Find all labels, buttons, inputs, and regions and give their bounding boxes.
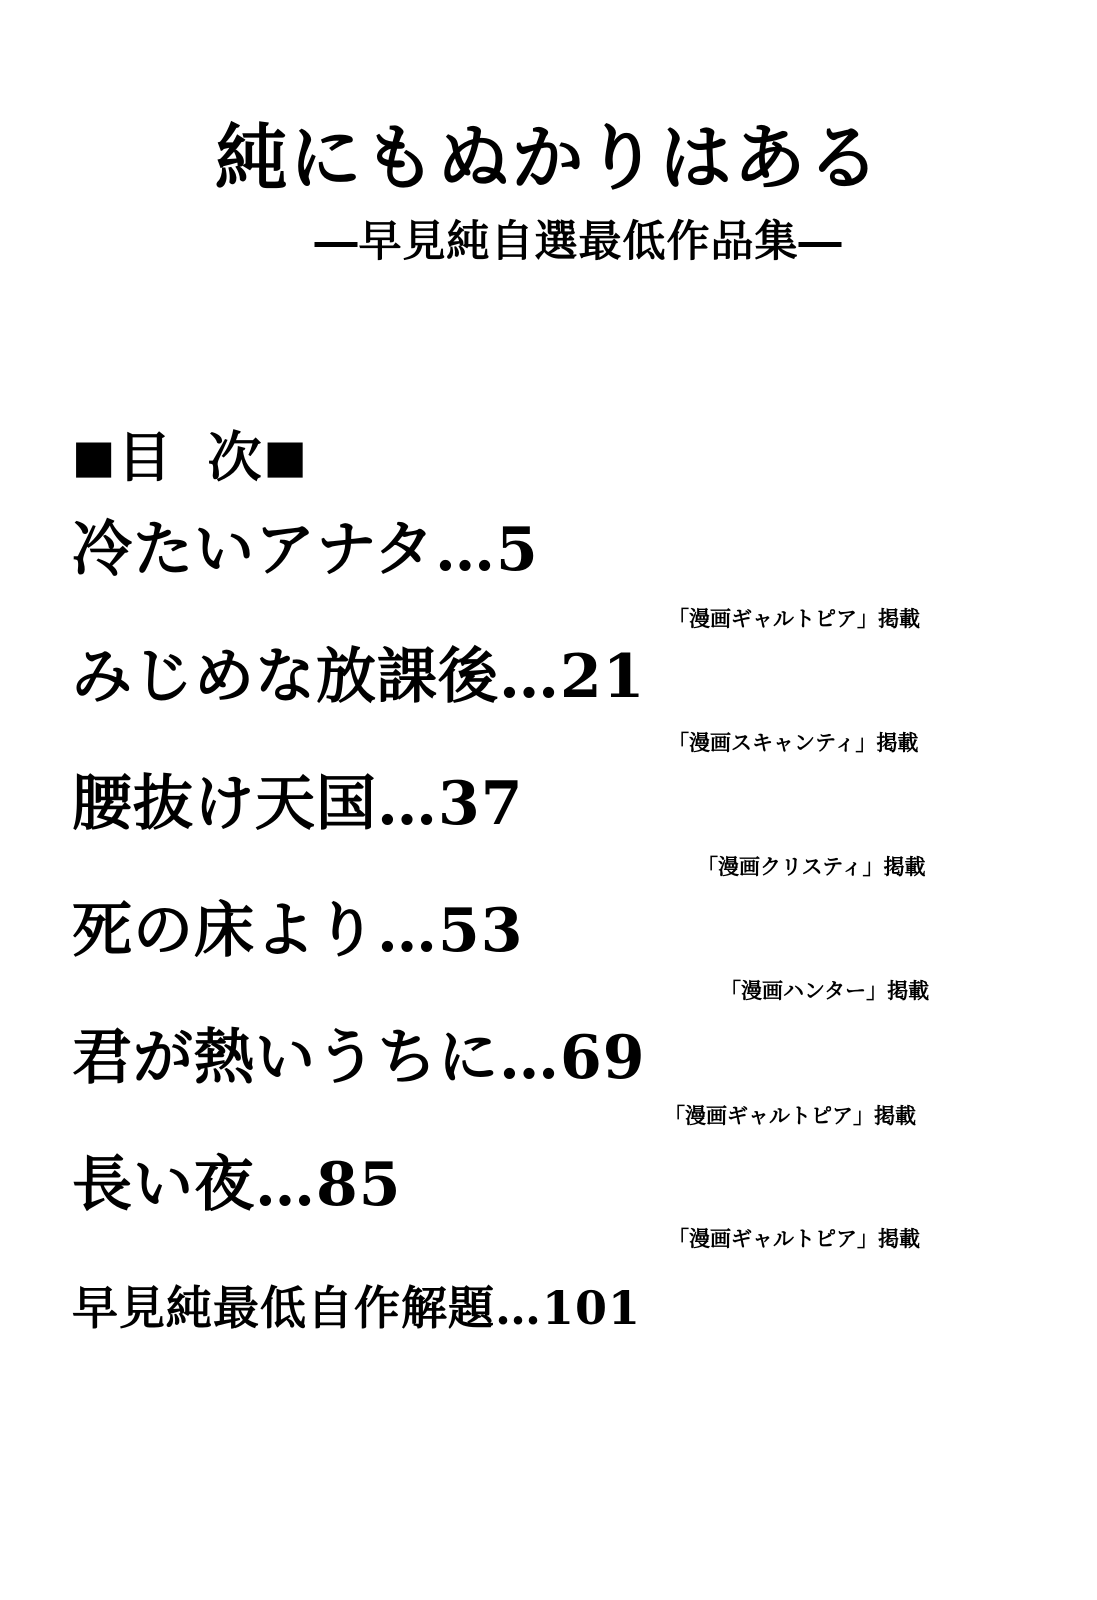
toc-list — [0, 515, 1097, 1335]
page-title: 純にもぬかりはある — [215, 115, 882, 200]
square-bullet-right-icon: ■ — [263, 429, 309, 483]
list-item[interactable] — [0, 1023, 1097, 1155]
toc-entry-title[interactable]: みじめな放課後…21 — [72, 642, 646, 712]
toc-entry-source: 「漫画ハンター」掲載 — [720, 978, 930, 1003]
toc-heading-char-1: 目 — [117, 425, 174, 489]
list-item[interactable] — [0, 1150, 1097, 1282]
toc-entry-source: 「漫画ギャルトピア」掲載 — [668, 1226, 920, 1251]
list-item[interactable] — [0, 896, 1097, 1028]
toc-entry-title[interactable]: 死の床より…53 — [72, 896, 524, 966]
toc-entry-title[interactable]: 腰抜け天国…37 — [72, 769, 524, 839]
list-item[interactable] — [0, 515, 1097, 647]
toc-entry-title[interactable]: 冷たいアナタ…5 — [72, 515, 539, 585]
toc-entry-source: 「漫画ギャルトピア」掲載 — [664, 1103, 916, 1128]
toc-heading — [72, 415, 309, 492]
toc-entry-source: 「漫画ギャルトピア」掲載 — [668, 606, 920, 631]
list-item[interactable] — [0, 769, 1097, 901]
toc-entry-source: 「漫画クリスティ」掲載 — [697, 854, 926, 879]
page-subtitle: ―早見純自選最低作品集― — [314, 216, 843, 267]
toc-heading-char-2: 次 — [207, 425, 264, 489]
title-block — [0, 115, 1097, 269]
square-bullet-left-icon: ■ — [72, 429, 118, 483]
toc-entry-source: 「漫画スキャンティ」掲載 — [668, 730, 919, 755]
toc-entry-final[interactable]: 早見純最低自作解題…101 — [72, 1281, 642, 1335]
list-item[interactable] — [0, 642, 1097, 774]
toc-entry-title[interactable]: 長い夜…85 — [72, 1150, 402, 1220]
toc-entry-title[interactable]: 君が熱いうちに…69 — [72, 1023, 646, 1093]
